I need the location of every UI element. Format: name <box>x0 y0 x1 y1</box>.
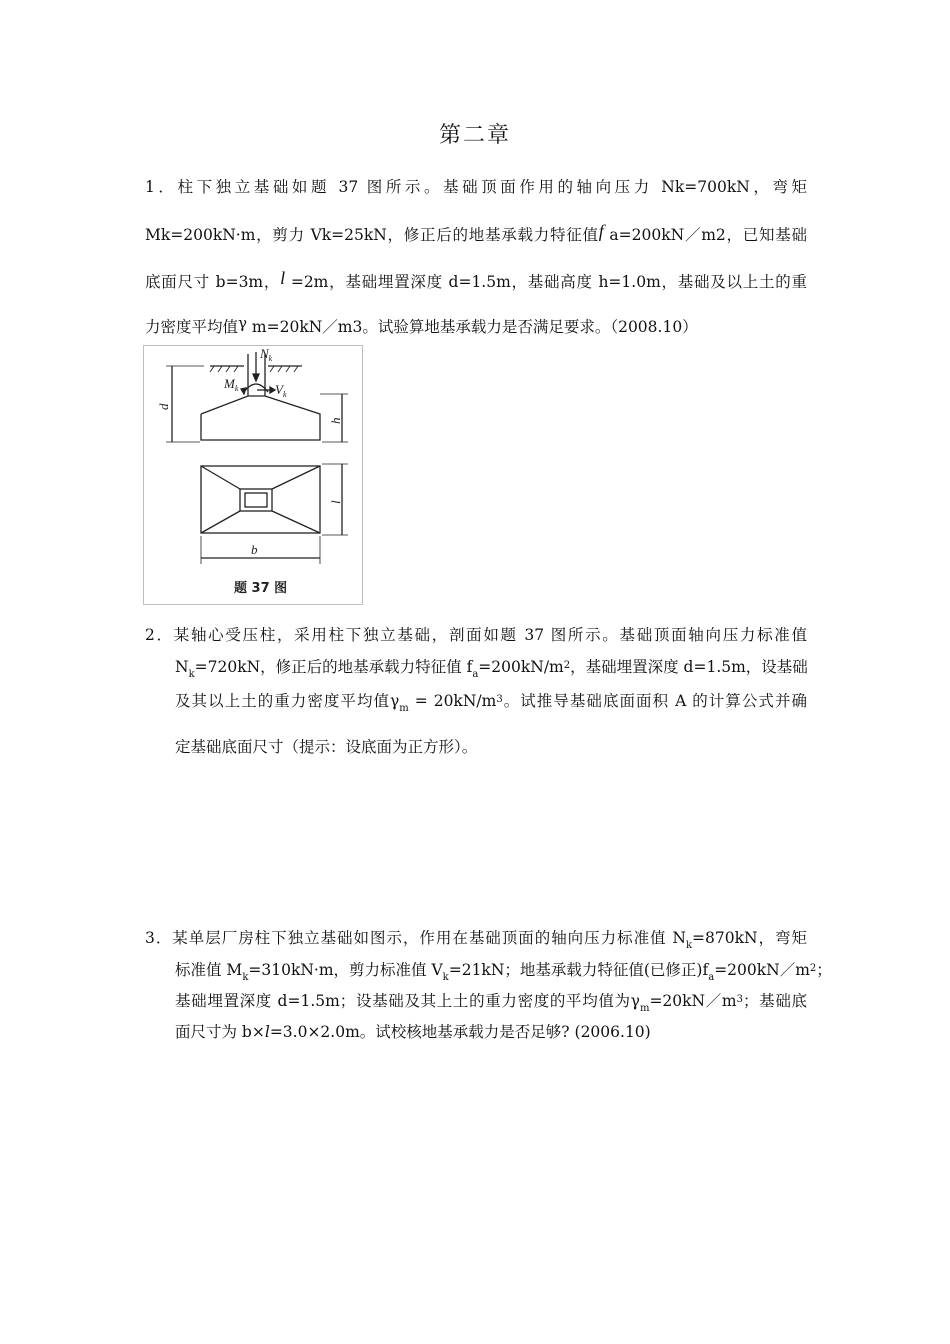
q2-line-1: 2．某轴心受压柱，采用柱下独立基础，剖面如题 37 图所示。基础顶面轴向压力标准值 <box>145 626 807 644</box>
q3-line-3: 基础埋置深度 d=1.5m；设基础及其上土的重力密度的平均值为$\gamma_m=20kN/m^3$；基础底 <box>175 992 807 1014</box>
label-b: b <box>251 542 258 557</box>
figure-caption: 题 37 图 <box>234 581 288 596</box>
foundation-figure <box>143 345 363 605</box>
footing-section <box>201 396 320 440</box>
ground-hatch <box>210 366 298 372</box>
l-symbol: l <box>280 268 286 288</box>
label-l: l <box>328 500 343 504</box>
label-h: h <box>328 417 343 424</box>
label-m: $M_k$ <box>224 376 239 393</box>
column-plan-inner <box>245 493 267 507</box>
q2-line-2: $N_k=720kN$，修正后的地基承载力特征值 $f_a=200kN/m^2$，基础埋置深度 d=1.5m，设基础 <box>175 658 808 680</box>
gamma-symbol: γ <box>238 314 247 332</box>
q1-line-2: Mk=200kN·m，剪力 Vk=25kN，修正后的地基承载力特征值f a=200kN／m2，已知基础 <box>145 221 807 244</box>
q3-line-2: 标准值 $M_k=310kN\cdot m$，剪力标准值 $V_k=21kN$；地基承载力特征值(已修正)$f_a=200kN/m^2$； <box>175 961 832 983</box>
q1-line-1: 1．柱下独立基础如题 37 图所示。基础顶面作用的轴向压力 Nk=700kN，弯矩 <box>145 178 807 196</box>
f-symbol: f <box>598 221 604 241</box>
label-d: d <box>156 403 171 410</box>
q1-line-3: 底面尺寸 b=3m，l =2m，基础埋置深度 d=1.5m，基础高度 h=1.0m，基础及以上土的重 <box>145 268 807 291</box>
label-n: $N_k$ <box>260 346 273 363</box>
label-v: $V_k$ <box>275 382 287 399</box>
q2-line-3: 及其以上土的重力密度平均值$\gamma_m = 20kN/m^3$。试推导基础底面面积 A 的计算公式并确 <box>175 692 807 714</box>
page-title: 第二章 <box>438 123 511 148</box>
q3-line-4: 面尺寸为 b×l=3.0×2.0m。试校核地基承载力是否足够? (2006.10) <box>175 1023 651 1041</box>
q3-line-1: 3．某单层厂房柱下独立基础如图示，作用在基础顶面的轴向压力标准值 $N_k=870kN$，弯矩 <box>145 929 807 951</box>
q2-line-4: 定基础底面尺寸（提示：设底面为正方形）。 <box>175 738 478 756</box>
foundation-diagram <box>144 346 362 604</box>
q1-line-4: 力密度平均值γ m=20kN／m3。试验算地基承载力是否满足要求。（2008.10） <box>145 314 698 336</box>
